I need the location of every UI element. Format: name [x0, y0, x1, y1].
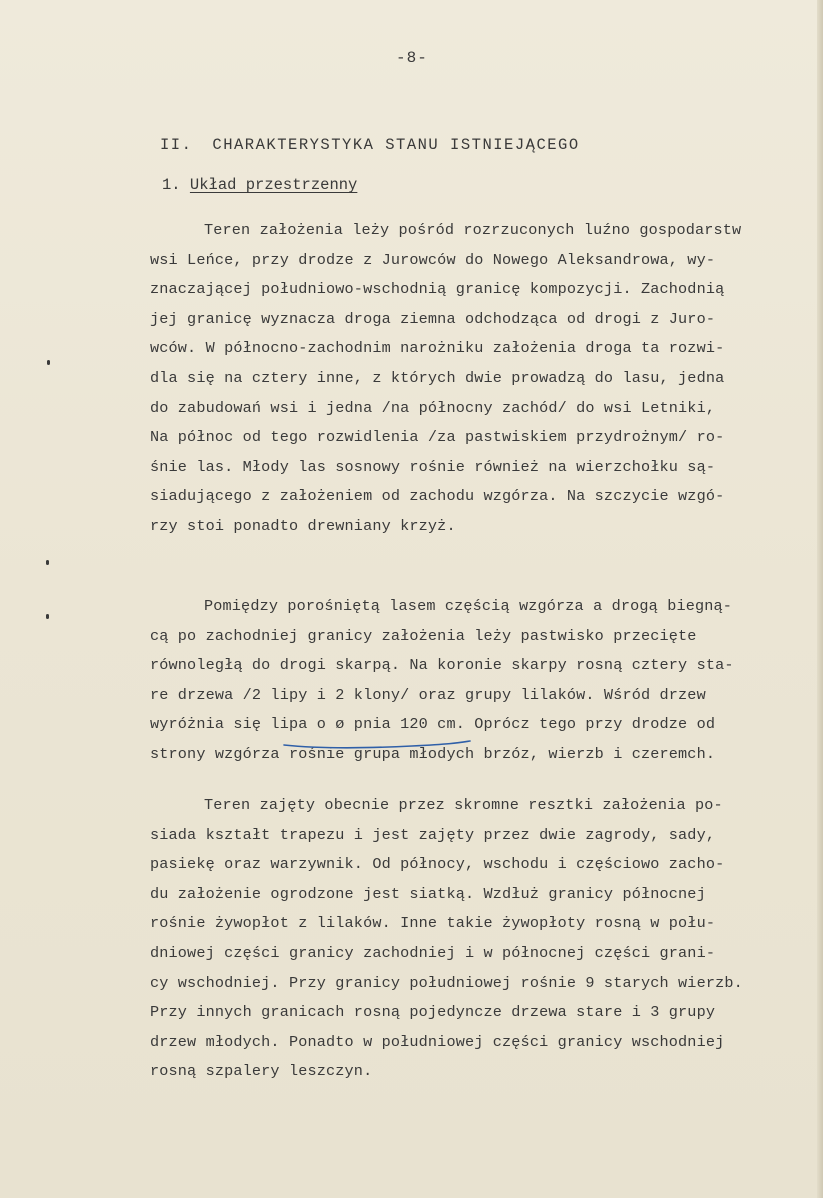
- chapter-title: CHARAKTERYSTYKA STANU ISTNIEJĄCEGO: [212, 136, 580, 154]
- text-line: cą po zachodniej granicy założenia leży pastwisko przecięte: [150, 626, 697, 645]
- text-line: Teren założenia leży pośród rozrzuconych luźno gospodarstw: [204, 221, 742, 239]
- paragraph-1: [150, 216, 810, 542]
- text-line: Pomiędzy porośniętą lasem częścią wzgórza a drogą biegną-: [204, 597, 733, 615]
- text-line: rosną szpalery leszczyn.: [150, 1062, 373, 1081]
- text-line: równoległą do drogi skarpą. Na koronie skarpy rosną cztery sta-: [150, 656, 734, 675]
- text-line: śnie las. Młody las sosnowy rośnie również na wierzchołku są-: [150, 457, 716, 476]
- pen-underline-mark: [282, 737, 472, 751]
- text-line: siadującego z założeniem od zachodu wzgórza. Na szczycie wzgó-: [150, 487, 725, 506]
- text-line: cy wschodniej. Przy granicy południowej rośnie 9 starych wierzb.: [150, 973, 743, 992]
- text-line: wsi Leńce, przy drodze z Jurowców do Nowego Aleksandrowa, wy-: [150, 250, 716, 269]
- chapter-heading: [160, 136, 580, 154]
- text-line: re drzewa /2 lipy i 2 klony/ oraz grupy lilaków. Wśród drzew: [150, 685, 706, 704]
- text-line: Na północ od tego rozwidlenia /za pastwiskiem przydrożnym/ ro-: [150, 428, 725, 447]
- text-line: wców. W północno-zachodnim narożniku założenia droga ta rozwi-: [150, 339, 725, 358]
- paragraph-3: [150, 791, 810, 1087]
- text-line: wyróżnia się lipa o ø pnia 120 cm. Oprócz tego przy drodze od: [150, 715, 716, 734]
- text-line: du założenie ogrodzone jest siatką. Wzdłuż granicy północnej: [150, 884, 706, 903]
- binding-hole-mark: [47, 360, 50, 365]
- text-line: znaczającej południowo-wschodnią granicę kompozycji. Zachodnią: [150, 280, 725, 299]
- binding-hole-mark: [46, 560, 49, 565]
- section-title: Układ przestrzenny: [189, 176, 358, 194]
- section-heading: [162, 176, 357, 194]
- text-line: dniowej części granicy zachodniej i w północnej części grani-: [150, 943, 716, 962]
- text-line: Teren zajęty obecnie przez skromne resztki założenia po-: [204, 796, 723, 814]
- text-line: rzy stoi ponadto drewniany krzyż.: [150, 516, 456, 535]
- text-line: pasiekę oraz warzywnik. Od północy, wschodu i częściowo zacho-: [150, 855, 725, 874]
- paragraph-2: [150, 592, 810, 770]
- text-line: dla się na cztery inne, z których dwie prowadzą do lasu, jedna: [150, 368, 725, 387]
- paper-edge: [817, 0, 823, 1198]
- text-line: drzew młodych. Ponadto w południowej części granicy wschodniej: [150, 1032, 725, 1051]
- text-line: do zabudowań wsi i jedna /na północny zachód/ do wsi Letniki,: [150, 398, 716, 417]
- text-line: siada kształt trapezu i jest zajęty przez dwie zagrody, sady,: [150, 825, 716, 844]
- text-line: rośnie żywopłot z lilaków. Inne takie żywopłoty rosną w połu-: [150, 914, 716, 933]
- text-line: jej granicę wyznacza droga ziemna odchodząca od drogi z Juro-: [150, 309, 716, 328]
- section-number: 1.: [162, 176, 181, 194]
- binding-hole-mark: [46, 614, 49, 619]
- chapter-numeral: II.: [160, 136, 193, 154]
- page-number: -8-: [396, 49, 428, 67]
- text-line: Przy innych granicach rosną pojedyncze drzewa stare i 3 grupy: [150, 1003, 716, 1022]
- text-line: strony wzgórza rośnie grupa młodych brzóz, wierzb i czeremch.: [150, 744, 716, 763]
